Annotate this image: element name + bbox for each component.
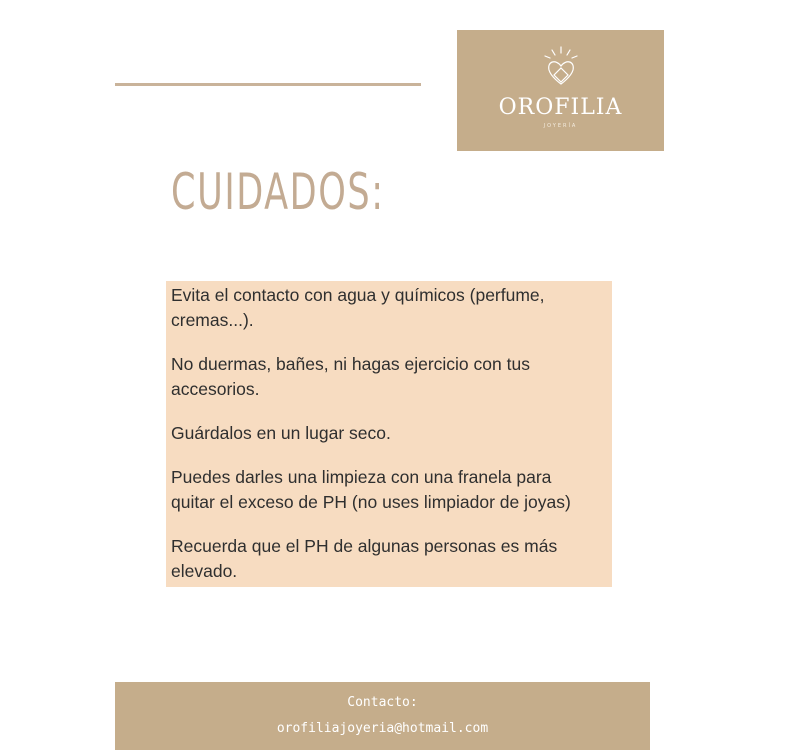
care-item xyxy=(171,465,612,515)
care-item-line: elevado. xyxy=(171,561,238,581)
heart-diamond-icon xyxy=(541,46,581,94)
care-item-line: cremas...). xyxy=(171,310,254,330)
care-item xyxy=(171,283,612,333)
brand-tagline: JOYERÍA xyxy=(543,123,578,129)
brand-logo xyxy=(457,30,664,151)
care-item-line: Evita el contacto con agua y químicos (perfume, xyxy=(171,285,545,305)
care-item xyxy=(171,421,612,446)
care-item-line: Recuerda que el PH de algunas personas es más xyxy=(171,536,558,556)
contact-footer xyxy=(115,682,650,750)
contact-label: Contacto: xyxy=(347,695,418,710)
contact-email-link[interactable]: orofiliajoyeria@hotmail.com xyxy=(276,721,489,736)
care-item xyxy=(171,534,612,584)
care-item xyxy=(171,352,612,402)
care-item-line: quitar el exceso de PH (no uses limpiador de joyas) xyxy=(171,492,571,512)
top-divider xyxy=(115,83,421,86)
care-item-line: Guárdalos en un lugar seco. xyxy=(171,423,391,443)
page-title: CUIDADOS: xyxy=(171,163,385,221)
brand-name: OROFILIA xyxy=(498,95,623,120)
care-item-line: No duermas, bañes, ni hagas ejercicio con tus xyxy=(171,354,530,374)
care-instructions xyxy=(166,281,612,587)
care-item-line: accesorios. xyxy=(171,379,260,399)
care-item-line: Puedes darles una limpieza con una franela para xyxy=(171,467,552,487)
